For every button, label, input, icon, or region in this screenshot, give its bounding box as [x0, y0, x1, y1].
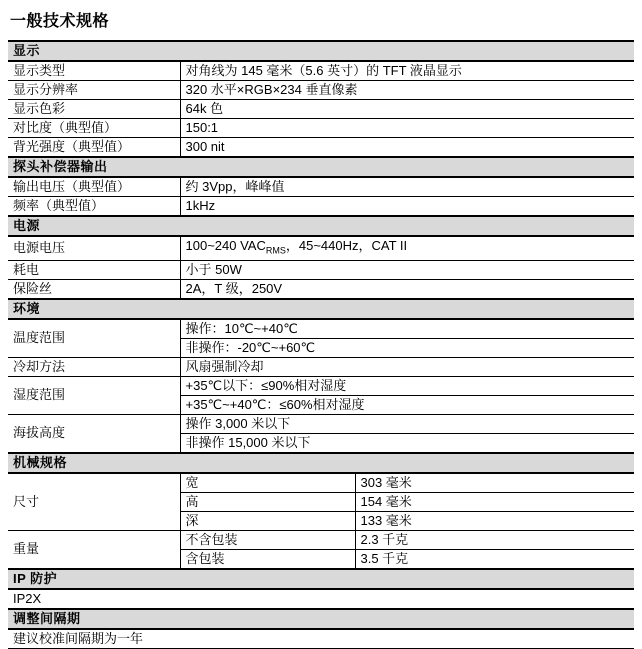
- spec-value: 操作 3,000 米以下: [180, 414, 634, 433]
- spec-value: 小于 50W: [180, 260, 634, 279]
- spec-label: 冷却方法: [8, 357, 180, 376]
- spec-sublabel: 宽: [180, 473, 355, 493]
- spec-label: 背光强度（典型值）: [8, 138, 180, 158]
- spec-row: [8, 357, 634, 376]
- spec-value: +35℃以下：≤90%相对湿度: [180, 376, 634, 395]
- spec-label: 重量: [8, 530, 180, 569]
- spec-row: [8, 100, 634, 119]
- spec-label: 保险丝: [8, 279, 180, 299]
- section-header-ip: [8, 569, 634, 589]
- section-header-power: [8, 216, 634, 236]
- spec-label: 输出电压（典型值）: [8, 177, 180, 197]
- section-header-probe-comp: [8, 157, 634, 177]
- spec-row: [8, 473, 634, 493]
- spec-row: [8, 81, 634, 100]
- spec-value: 154 毫米: [355, 492, 634, 511]
- spec-label: 显示分辨率: [8, 81, 180, 100]
- section-title: 显示: [8, 41, 634, 61]
- spec-value: 2A，T 级，250V: [180, 279, 634, 299]
- spec-value: 非操作：-20℃~+60℃: [180, 338, 634, 357]
- section-title: 环境: [8, 299, 634, 319]
- voltage-rest: ，45~440Hz，CAT II: [285, 238, 408, 253]
- spec-value: 建议校准间隔期为一年: [8, 629, 634, 649]
- spec-sublabel: 高: [180, 492, 355, 511]
- spec-value: 1kHz: [180, 197, 634, 217]
- spec-value: 300 nit: [180, 138, 634, 158]
- section-header-calibration: [8, 609, 634, 629]
- spec-value: 操作：10℃~+40℃: [180, 319, 634, 339]
- spec-value: 133 毫米: [355, 511, 634, 530]
- spec-label: 湿度范围: [8, 376, 180, 414]
- spec-label: 海拔高度: [8, 414, 180, 453]
- spec-value: 2.3 千克: [355, 530, 634, 549]
- spec-row: [8, 279, 634, 299]
- spec-sublabel: 含包装: [180, 549, 355, 569]
- section-header-environment: [8, 299, 634, 319]
- spec-value: 64k 色: [180, 100, 634, 119]
- spec-row: [8, 197, 634, 217]
- page-title: 一般技术规格: [10, 13, 110, 30]
- spec-value: 非操作 15,000 米以下: [180, 433, 634, 453]
- spec-row: [8, 319, 634, 339]
- spec-value: 对角线为 145 毫米（5.6 英寸）的 TFT 液晶显示: [180, 61, 634, 81]
- spec-label: 显示色彩: [8, 100, 180, 119]
- section-header-mechanical: [8, 453, 634, 473]
- spec-value: 303 毫米: [355, 473, 634, 493]
- spec-row: [8, 236, 634, 260]
- spec-value: 约 3Vpp，峰峰值: [180, 177, 634, 197]
- section-title: IP 防护: [8, 569, 634, 589]
- spec-row: [8, 61, 634, 81]
- spec-row: [8, 260, 634, 279]
- spec-row: [8, 138, 634, 158]
- spec-label: 对比度（典型值）: [8, 119, 180, 138]
- spec-row: [8, 589, 634, 609]
- voltage-subscript: RMS: [265, 245, 286, 256]
- spec-row: [8, 376, 634, 395]
- spec-value: 150:1: [180, 119, 634, 138]
- spec-value: IP2X: [8, 589, 634, 609]
- spec-value: 320 水平×RGB×234 垂直像素: [180, 81, 634, 100]
- spec-label: 温度范围: [8, 319, 180, 358]
- spec-row: [8, 414, 634, 433]
- section-header-display: [8, 41, 634, 61]
- spec-table: [8, 40, 634, 649]
- spec-label: 电源电压: [8, 236, 180, 260]
- section-title: 探头补偿器输出: [8, 157, 634, 177]
- spec-sublabel: 不含包装: [180, 530, 355, 549]
- spec-label: 显示类型: [8, 61, 180, 81]
- spec-value: +35℃~+40℃：≤60%相对湿度: [180, 395, 634, 414]
- spec-row: [8, 629, 634, 649]
- spec-label: 频率（典型值）: [8, 197, 180, 217]
- spec-row: [8, 530, 634, 549]
- section-title: 电源: [8, 216, 634, 236]
- spec-sublabel: 深: [180, 511, 355, 530]
- spec-label: 尺寸: [8, 473, 180, 531]
- section-title: 机械规格: [8, 453, 634, 473]
- spec-row: [8, 119, 634, 138]
- spec-value: 3.5 千克: [355, 549, 634, 569]
- spec-label: 耗电: [8, 260, 180, 279]
- spec-value: 风扇强制冷却: [180, 357, 634, 376]
- spec-value: [180, 236, 634, 260]
- section-title: 调整间隔期: [8, 609, 634, 629]
- spec-row: [8, 177, 634, 197]
- voltage-main: 100~240 VAC: [185, 238, 266, 253]
